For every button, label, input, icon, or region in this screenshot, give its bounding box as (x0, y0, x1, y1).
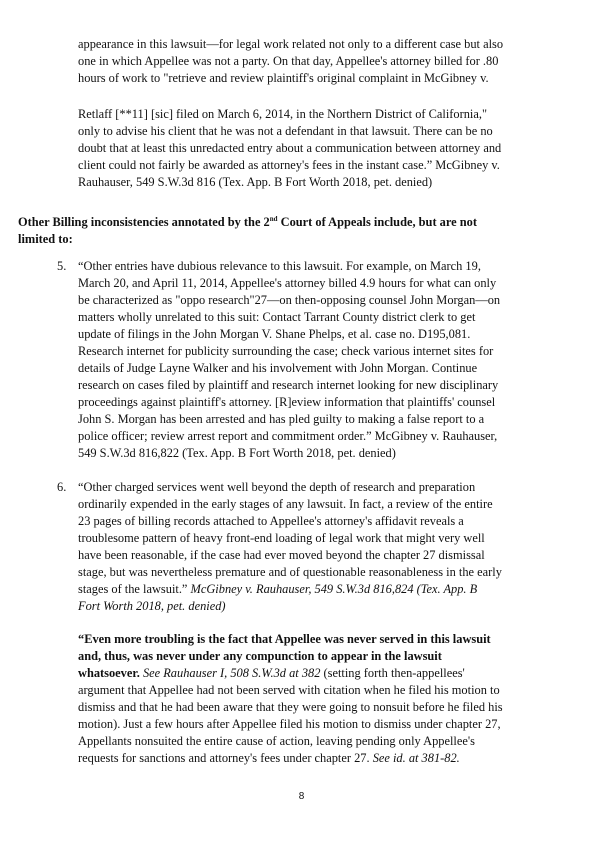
text-line: police officer; review arrest report and commitment order.” McGibney v. Rauhauser, (78, 429, 498, 443)
heading-line: limited to: (18, 232, 73, 246)
text-line: motion). Just a few hours after Appellee filed his motion to dismiss under chapter 27, (78, 717, 501, 731)
heading-line: Other Billing inconsistencies annotated by the 2nd Court of Appeals include, but are not (18, 215, 477, 229)
text-line: John S. Morgan has been arrested and has pled guilty to making a false report to a (78, 412, 485, 426)
text-line: troublesome pattern of heavy front-end loading of legal work that might very well (78, 531, 485, 545)
text-line: “Other entries have dubious relevance to this lawsuit. For example, on March 19, (78, 259, 481, 273)
text-line: “Other charged services went well beyond the depth of research and preparation (78, 480, 476, 494)
text-line: be characterized as "oppo research"27—on then-opposing counsel John Morgan—on (78, 293, 501, 307)
text-line: only to advise his client that he was not a defendant in that lawsuit. There can be no (78, 124, 493, 138)
text-line: appearance in this lawsuit—for legal work related not only to a different case but also (78, 37, 504, 51)
text-line: research on cases filed by plaintiff and research internet looking for new disciplinary (78, 378, 499, 392)
text-line: whatsoever. See Rauhauser I, 508 S.W.3d at 382 (setting forth then-appellees' (78, 666, 465, 680)
text-line: one in which Appellee was not a party. On that day, Appellee's attorney billed for .80 (78, 54, 499, 68)
text-line: Appellants nonsuited the entire cause of action, leaving pending only Appellee's (78, 734, 475, 748)
text-line: 23 pages of billing records attached to Appellee's attorney's affidavit reveals a (78, 514, 464, 528)
text-line: matters wholly unrelated to this suit: Contact Tarrant County district clerk to get (78, 310, 476, 324)
text-line: details of Judge Layne Walker and his involvement with John Morgan. Continue (78, 361, 478, 375)
text-line: argument that Appellee had not been served with citation when he filed his motion to (78, 683, 500, 697)
text-line: dismiss and that he had been aware that they were going to nonsuit before he filed his (78, 700, 503, 714)
list-number: 6. (57, 480, 67, 494)
text-line: proceedings against plaintiff's attorney. [R]eview information that plaintiffs' counsel (78, 395, 496, 409)
text-line: hours of work to "retrieve and review plaintiff's original complaint in McGibney v. (78, 71, 489, 85)
text-line: and, thus, was never under any compunction to appear in the lawsuit (78, 649, 442, 663)
text-line: ordinarily expended in the early stages of any lawsuit. In fact, a review of the entire (78, 497, 493, 511)
text-line: Research internet for publicity surrounding the case; check various internet sites for (78, 344, 494, 358)
text-line: have been reasonable, if the case had ever moved beyond the chapter 27 dismissal (78, 548, 485, 562)
text-line: Rauhauser, 549 S.W.3d 816 (Tex. App. B Fort Worth 2018, pet. denied) (78, 175, 433, 189)
citation-line: Fort Worth 2018, pet. denied) (78, 599, 226, 613)
text-line: stage, but was nevertheless premature and of questionable reasonableness in the early (78, 565, 502, 579)
text-line: March 20, and April 11, 2014, Appellee's attorney billed 4.9 hours for what can only (78, 276, 497, 290)
list-number: 5. (57, 259, 67, 273)
text-line: 549 S.W.3d 816,822 (Tex. App. B Fort Worth 2018, pet. denied) (78, 446, 396, 460)
text-line: update of filings in the John Morgan V. Shane Phelps, et al. case no. D195,081. (78, 327, 471, 341)
page-number: 8 (298, 791, 305, 802)
text-line: Retlaff [**11] [sic] filed on March 6, 2014, in the Northern District of California," (78, 107, 488, 121)
citation-line: requests for sanctions and attorney's fees under chapter 27. See id. at 381-82. (78, 751, 460, 765)
text-line: client could not fairly be awarded as attorney's fees in the instant case.” McGibney v. (78, 158, 500, 172)
citation-line: stages of the lawsuit.” McGibney v. Rauhauser, 549 S.W.3d 816,824 (Tex. App. B (78, 582, 478, 596)
text-line: “Even more troubling is the fact that Appellee was never served in this lawsuit (78, 632, 491, 646)
text-line: doubt that at least this unredacted entry about a communication between attorney and (78, 141, 502, 155)
